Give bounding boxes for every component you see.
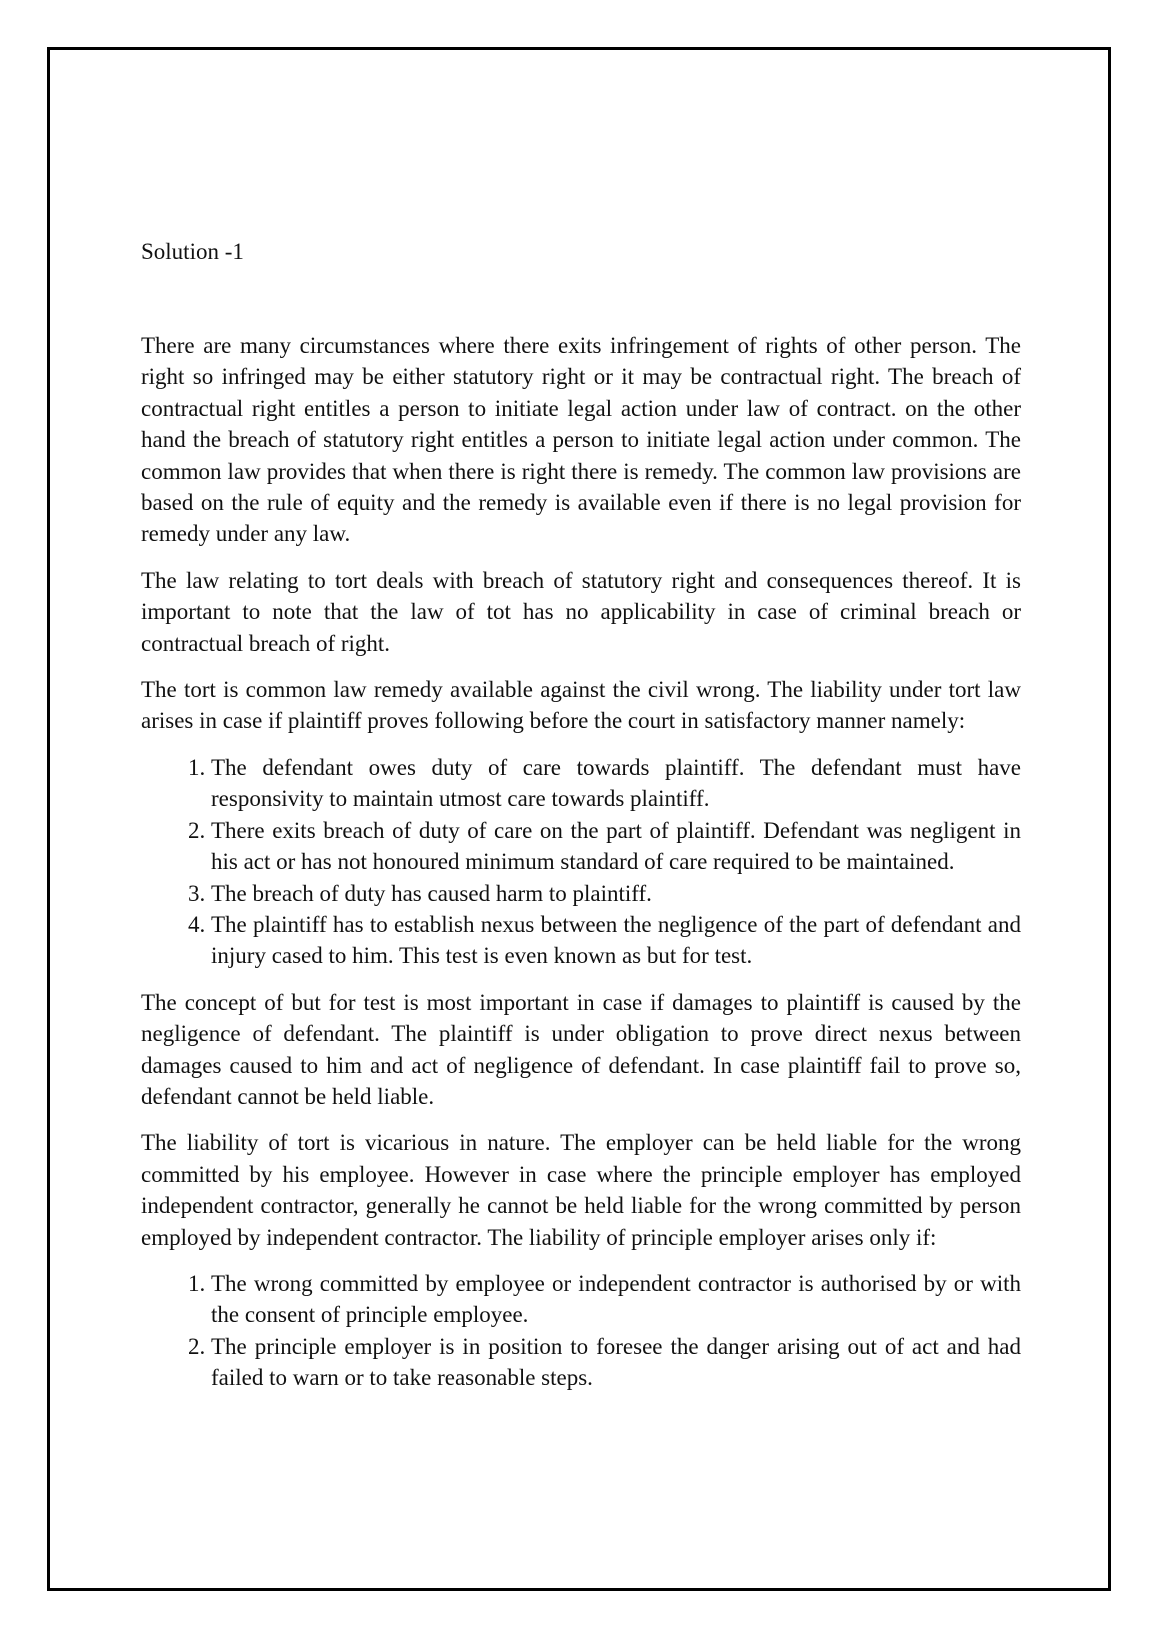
list-item: 2. The principle employer is in position to foresee the danger arising out of act and had failed to warn or to take reasonable steps.: [211, 1331, 1021, 1394]
employer-liability-conditions-list: [141, 1268, 1021, 1394]
list-item: 2. There exits breach of duty of care on the part of plaintiff. Defendant was negligent in his act or has not honoured minimum standard of care required to be maintained.: [211, 815, 1021, 878]
tort-liability-conditions-list: [141, 752, 1021, 972]
list-item: 4. The plaintiff has to establish nexus between the negligence of the part of defendant and injury cased to him. This test is even known as but for test.: [211, 909, 1021, 972]
list-item: 1. The wrong committed by employee or independent contractor is authorised by or with the consent of principle employee.: [211, 1268, 1021, 1331]
paragraph-vicarious-liability: The liability of tort is vicarious in nature. The employer can be held liable for the wrong committed by his employee. However in case where the principle employer has employed independent contractor, generally he cannot be held liable for the wrong committed by person employed by independent contractor. The liability of principle employer arises only if:: [141, 1130, 1021, 1250]
list-item: 1. The defendant owes duty of care towards plaintiff. The defendant must have responsivity to maintain utmost care towards plaintiff.: [211, 752, 1021, 815]
paragraph-rights-infringement: There are many circumstances where there exits infringement of rights of other person. The right so infringed may be either statutory right or it may be contractual right. The breach of contractual right entitles a person to initiate legal action under law of contract. on the other hand the breach of statutory right entitles a person to initiate legal action under common. The common law provides that when there is right there is remedy. The common law provisions are based on the rule of equity and the remedy is available even if there is no legal provision for remedy under any law.: [141, 333, 1021, 547]
paragraph-law-of-tort: The law relating to tort deals with breach of statutory right and consequences thereof. It is important to note that the law of tot has no applicability in case of criminal breach or contractual breach of right.: [141, 567, 1021, 656]
list-item: 3. The breach of duty has caused harm to plaintiff.: [211, 878, 1021, 909]
paragraph-but-for-test: The concept of but for test is most important in case if damages to plaintiff is caused by the negligence of defendant. The plaintiff is under obligation to prove direct nexus between damages caused to him and act of negligence of defendant. In case plaintiff fail to prove so, defendant cannot be held liable.: [141, 989, 1021, 1109]
solution-heading: Solution -1: [141, 239, 244, 264]
paragraph-tort-remedy: The tort is common law remedy available against the civil wrong. The liability under tort law arises in case if plaintiff proves following before the court in satisfactory manner namely:: [141, 677, 1021, 734]
document-body: [141, 236, 1021, 1409]
